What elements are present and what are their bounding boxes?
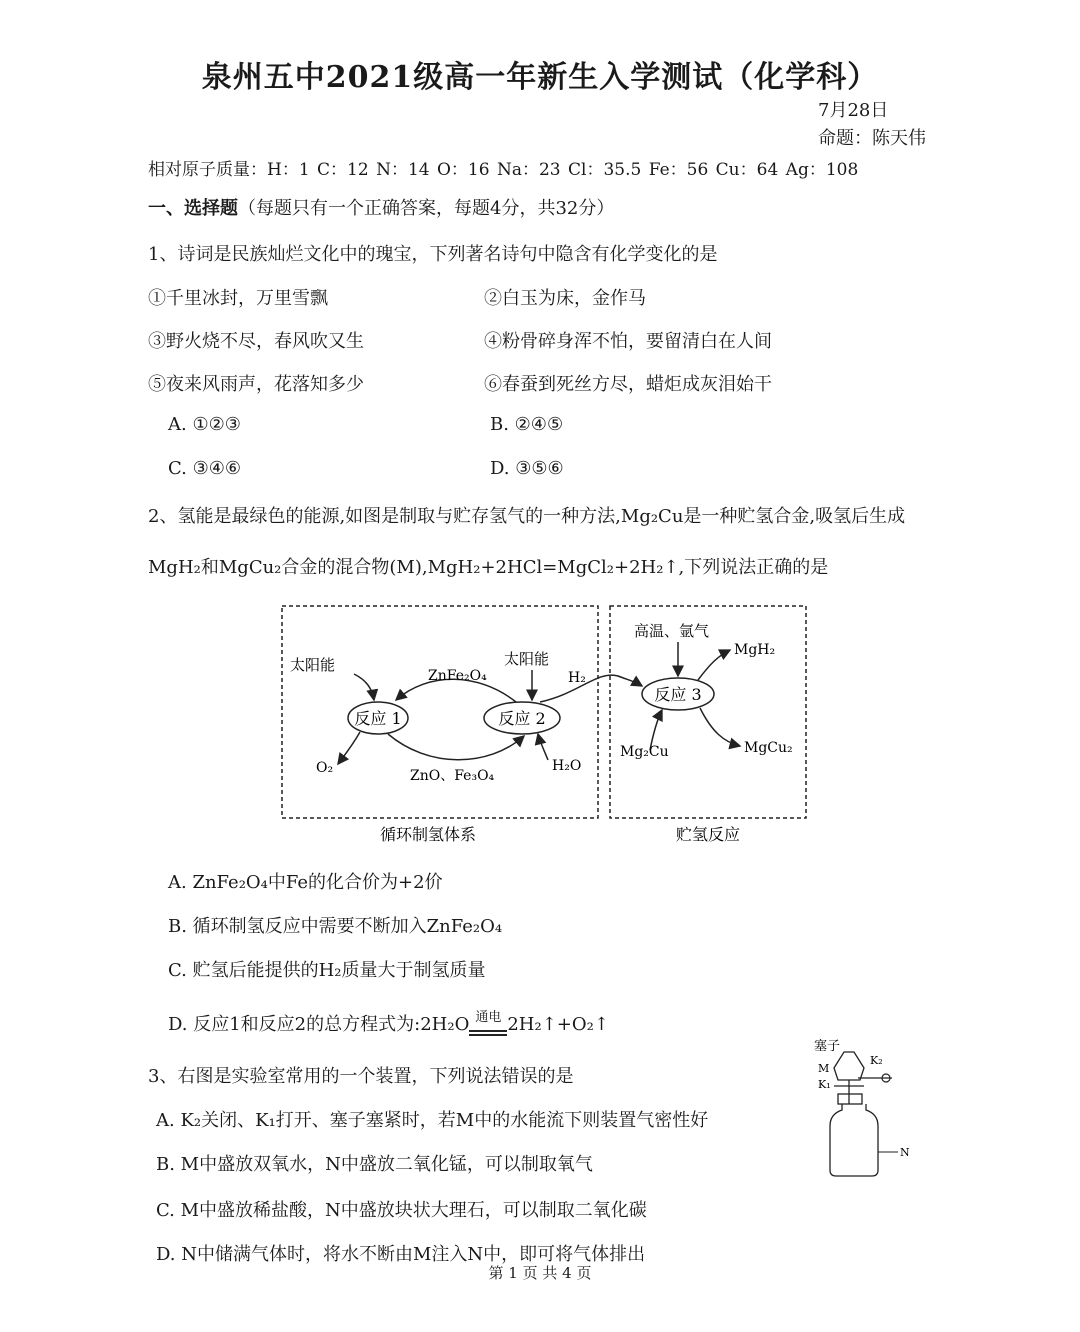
q3-option-a: A. K₂关闭、K₁打开、塞子塞紧时，若M中的水能流下则装置气密性好 (156, 1110, 709, 1131)
reaction2-label: 反应 2 (498, 709, 546, 728)
electrolysis-condition: 通电 (475, 1010, 502, 1025)
funnel-m (834, 1052, 864, 1080)
section-note: （每题只有一个正确答案，每题4分，共32分） (238, 198, 615, 219)
mgcu2-label: MgCu₂ (744, 740, 793, 756)
q1-item: ⑤夜来风雨声，花落知多少 (148, 374, 364, 395)
mgh2-label: MgH₂ (734, 642, 776, 658)
arrow-h2o (538, 734, 548, 760)
solar2-label: 太阳能 (504, 650, 550, 668)
arrow-h2 (540, 675, 642, 702)
q3-option-b: B. M中盛放双氧水，N中盛放二氧化锰，可以制取氧气 (156, 1154, 593, 1175)
q2-option-b: B. 循环制氢反应中需要不断加入ZnFe₂O₄ (168, 916, 503, 937)
arrow-mgcu2 (700, 708, 740, 746)
cycle-box-label: 循环制氢体系 (379, 825, 477, 844)
section-title: 一、选择题 (148, 198, 238, 219)
exam-title: 泉州五中2021级高一年新生入学测试（化学科） (201, 60, 879, 95)
hydrogen-cycle-diagram (278, 600, 810, 850)
q1-item: ③野火烧不尽，春风吹又生 (148, 331, 364, 352)
h2o-label: H₂O (552, 758, 582, 774)
arrow-mgh2 (698, 650, 730, 680)
q2-option-d (168, 1010, 609, 1036)
atomic-masses: 相对原子质量：H：1 C：12 N：14 O：16 Na：23 Cl：35.5 Fe：56 Cu：64 Ag：108 (148, 160, 859, 180)
arrow-solar1 (354, 674, 374, 700)
q1-item: ②白玉为床，金作马 (484, 288, 646, 309)
reaction1-label: 反应 1 (354, 709, 402, 728)
storage-box-label: 贮氢反应 (675, 825, 741, 844)
h2-label: H₂ (568, 670, 586, 686)
mg2cu-label: Mg₂Cu (620, 744, 669, 760)
cycle-box (282, 606, 598, 818)
q3-option-c: C. M中盛放稀盐酸，N中盛放块状大理石，可以制取二氧化碳 (156, 1200, 647, 1221)
exam-date: 7月28日 (818, 100, 889, 121)
q2-stem-line1: 2、氢能是最绿色的能源,如图是制取与贮存氢气的一种方法,Mg₂Cu是一种贮氢合金,吸氢后生成 (148, 506, 906, 527)
q2-option-d-products: 2H₂↑+O₂↑ (507, 1014, 609, 1035)
q1-option-c: C. ③④⑥ (168, 458, 241, 479)
arrow-o2 (338, 732, 360, 764)
electrolysis-arrow (469, 1010, 507, 1036)
page-footer: 第 1 页 共 4 页 (488, 1264, 592, 1282)
q1-option-b: B. ②④⑤ (490, 414, 564, 435)
q1-stem: 1、诗词是民族灿烂文化中的瑰宝，下列著名诗句中隐含有化学变化的是 (148, 244, 718, 265)
m-label: M (818, 1062, 830, 1075)
q1-item: ④粉骨碎身浑不怕，要留清白在人间 (484, 331, 772, 352)
reaction3-label: 反应 3 (654, 685, 702, 704)
q1-item: ①千里冰封，万里雪飘 (148, 288, 328, 309)
apparatus-diagram (808, 1034, 920, 1184)
o2-label: O₂ (316, 760, 334, 776)
q2-option-a: A. ZnFe₂O₄中Fe的化合价为+2价 (168, 872, 443, 893)
q1-option-d: D. ③⑤⑥ (490, 458, 564, 479)
bottle-n (830, 1104, 878, 1176)
section-heading (148, 194, 614, 220)
solar1-label: 太阳能 (290, 656, 336, 674)
q2-option-d-text: D. 反应1和反应2的总方程式为:2H₂O (168, 1014, 470, 1035)
q2-stem-line2: MgH₂和MgCu₂合金的混合物(M),MgH₂+2HCl=MgCl₂+2H₂↑,下列说法正确的是 (148, 557, 829, 578)
arrow-zno-fe3o4 (388, 734, 524, 760)
q3-option-d: D. N中储满气体时，将水不断由M注入N中，即可将气体排出 (156, 1244, 646, 1265)
k1-label: K₁ (818, 1078, 831, 1091)
n-label: N (900, 1146, 910, 1159)
stopper-label: 塞子 (814, 1039, 841, 1054)
conditions-label: 高温、氩气 (634, 622, 710, 640)
q3-stem: 3、右图是实验室常用的一个装置，下列说法错误的是 (148, 1066, 574, 1087)
q2-option-c: C. 贮氢后能提供的H₂质量大于制氢质量 (168, 960, 486, 981)
exam-author: 命题：陈天伟 (818, 128, 926, 149)
stopper (838, 1094, 862, 1104)
znfe2o4-label: ZnFe₂O₄ (428, 668, 487, 684)
q1-option-a: A. ①②③ (168, 414, 241, 435)
q1-item: ⑥春蚕到死丝方尽，蜡炬成灰泪始干 (484, 374, 772, 395)
zno-fe3o4-label: ZnO、Fe₃O₄ (410, 768, 495, 784)
k2-label: K₂ (870, 1054, 883, 1067)
